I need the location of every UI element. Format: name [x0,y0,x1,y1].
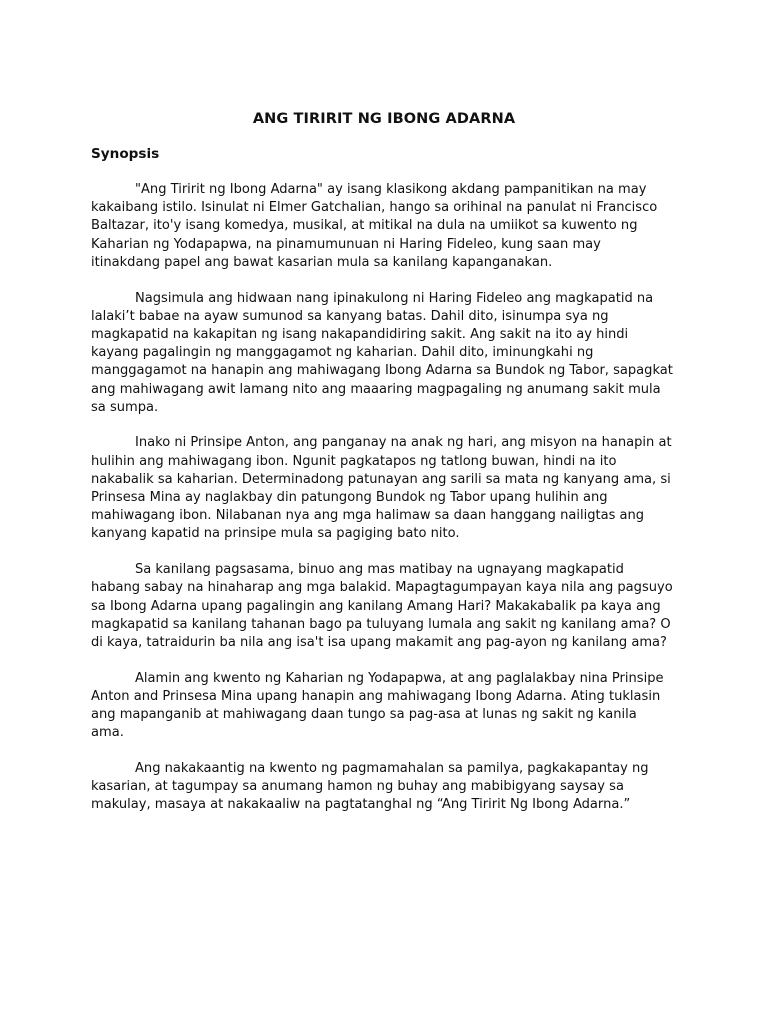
paragraph-2: Nagsimula ang hidwaan nang ipinakulong ni Haring Fideleo ang magkapatid na lalaki’t babae na ayaw sumunod sa kanyang batas. Dahil dito, isinumpa sya ng magkapatid na kakapitan ng isang nakapandidiring sakit. Ang sakit na ito ay hindi kayang pagalingin ng manggagamot ng kaharian. Dahil dito, iminungkahi ng manggagamot na hanapin ang mahiwagang Ibong Adarna sa Bundok ng Tabor, sapagkat ang mahiwagang awit lamang nito ang maaaring magpagaling ng anumang sakit mula sa sumpa. [91,290,673,415]
paragraph-5: Alamin ang kwento ng Kaharian ng Yodapapwa, at ang paglalakbay nina Prinsipe Anton and Prinsesa Mina upang hanapin ang mahiwagang Ibong Adarna. Ating tuklasin ang mapanganib at mahiwagang daan tungo sa pag-asa at lunas ng sakit ng kanila ama. [91,670,664,741]
document-title: ANG TIRIRIT NG IBONG ADARNA [252,111,516,127]
paragraph-4: Sa kanilang pagsasama, binuo ang mas matibay na ugnayang magkapatid habang sabay na hinaharap ang mga balakid. Mapagtagumpayan kaya nila ang pagsuyo sa Ibong Adarna upang pagalingin ang kanilang Amang Hari? Makakabalik pa kaya ang magkapatid sa kanilang tahanan bago pa tuluyang lumala ang sakit ng kanilang ama? O di kaya, tatraidurin ba nila ang isa't isa upang makamit ang pag-ayon ng kanilang ama? [91,562,673,650]
paragraph-6: Ang nakakaantig na kwento ng pagmamahalan sa pamilya, pagkakapantay ng kasarian, at tagumpay sa anumang hamon ng buhay ang mabibigyang saysay sa makulay, masaya at nakakaaliw na pagtatanghal ng “Ang Tiririt Ng Ibong Adarna.” [91,760,649,813]
paragraph-3: Inako ni Prinsipe Anton, ang panganay na anak ng hari, ang misyon na hanapin at hulihin ang mahiwagang ibon. Ngunit pagkatapos ng tatlong buwan, hindi na ito nakabalik sa kaharian. Determinadong patunayan ang sarili sa mata ng kanyang ama, si Prinsesa Mina ay naglakbay din patungong Bundok ng Tabor upang hulihin ang mahiwagang ibon. Nilabanan nya ang mga halimaw sa daan hanggang nailigtas ang kanyang kapatid na prinsipe mula sa pagiging bato nito. [91,435,672,542]
paragraph-1: "Ang Tiririt ng Ibong Adarna" ay isang klasikong akdang pampanitikan na may kakaibang istilo. Isinulat ni Elmer Gatchalian, hango sa orihinal na panulat ni Francisco Baltazar, ito'y isang komedya, musikal, at mitikal na dula na umiikot sa kuwento ng Kaharian ng Yodapapwa, na pinamumunuan ni Haring Fideleo, kung saan may itinakdang papel ang bawat kasarian mula sa kanilang kapanganakan. [91,182,658,270]
synopsis-body [91,181,673,832]
section-heading-synopsis: Synopsis [91,146,160,162]
